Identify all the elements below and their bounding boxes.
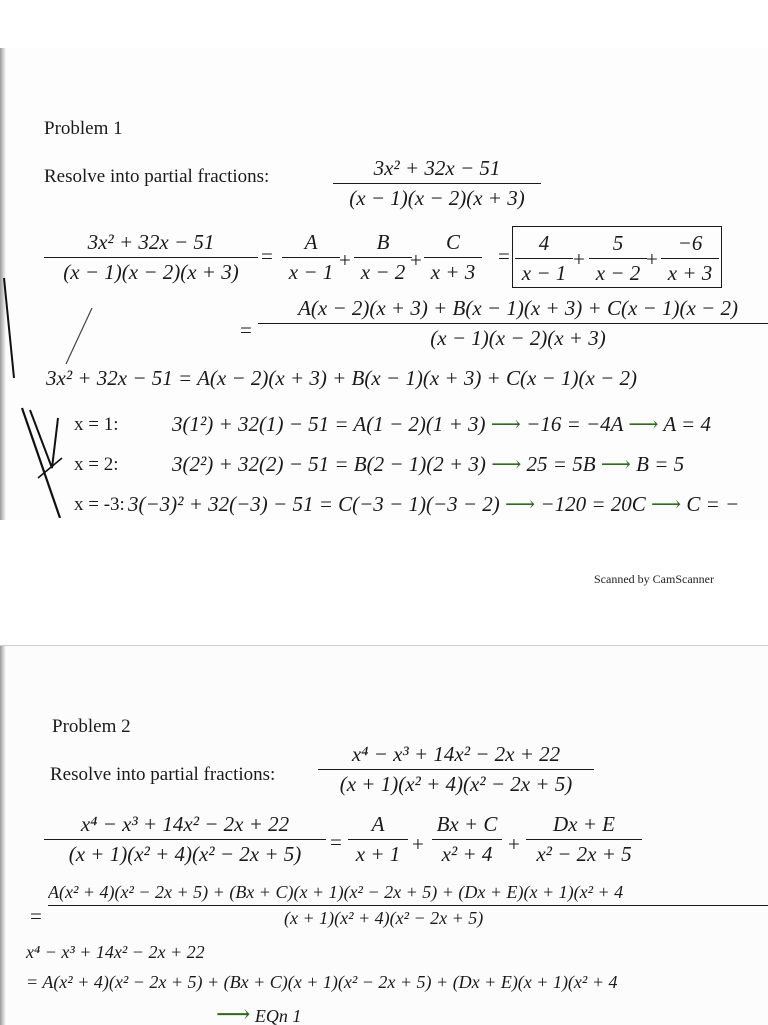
scanned-page-1 bbox=[0, 48, 768, 520]
lhs-numerator: x⁴ − x³ + 14x² − 2x + 22 bbox=[80, 812, 290, 836]
answer-fraction-b bbox=[589, 231, 647, 286]
arrow-icon: ⟶ bbox=[628, 412, 659, 436]
plus-sign: + bbox=[646, 247, 658, 271]
partial-fraction-b bbox=[354, 230, 412, 285]
sub2-result: 25 = 5B bbox=[526, 452, 596, 476]
problem-1-title: Problem 1 bbox=[44, 118, 123, 139]
plus-sign: + bbox=[508, 832, 520, 856]
partial-fraction-c bbox=[424, 230, 482, 285]
ans-a-numerator: 4 bbox=[538, 231, 550, 255]
ans-c-denominator: x + 3 bbox=[661, 258, 719, 286]
equals-sign: = bbox=[498, 244, 510, 268]
pf-b-denominator: x² + 4 bbox=[432, 839, 502, 867]
combined-numerator: A(x − 2)(x + 3) + B(x − 1)(x + 3) + C(x − 1)(x − 2) bbox=[298, 296, 738, 320]
given-denominator: (x + 1)(x² + 4)(x² − 2x + 5) bbox=[318, 769, 594, 797]
given-numerator: 3x² + 32x − 51 bbox=[373, 156, 501, 180]
sub3-expression: 3(−3)² + 32(−3) − 51 = C(−3 − 1)(−3 − 2) bbox=[128, 492, 500, 516]
substitution-2-label: x = 2: bbox=[74, 454, 119, 475]
lhs-denominator: (x − 1)(x − 2)(x + 3) bbox=[44, 257, 258, 285]
given-denominator: (x − 1)(x − 2)(x + 3) bbox=[333, 183, 541, 211]
substitution-1-label: x = 1: bbox=[74, 414, 119, 435]
sub2-value: B = 5 bbox=[636, 452, 685, 476]
sub3-result: −120 = 20C bbox=[540, 492, 646, 516]
combined-numerator: A(x² + 4)(x² − 2x + 5) + (Bx + C)(x + 1)(x² − 2x + 5) + (Dx + E)(x + 1)(x² + 4 bbox=[48, 882, 624, 902]
partial-fraction-a bbox=[348, 812, 408, 867]
sub1-result: −16 = −4A bbox=[526, 412, 624, 436]
lhs-denominator: (x + 1)(x² + 4)(x² − 2x + 5) bbox=[44, 839, 326, 867]
partial-fraction-b bbox=[432, 812, 502, 867]
equals-sign: = bbox=[30, 904, 42, 928]
sub1-expression: 3(1²) + 32(1) − 51 = A(1 − 2)(1 + 3) bbox=[172, 412, 486, 436]
scanner-watermark: Scanned by CamScanner bbox=[594, 572, 714, 586]
pf-b-numerator: B bbox=[376, 230, 390, 254]
scan-edge-shadow bbox=[0, 646, 6, 1025]
plus-sign: + bbox=[573, 247, 585, 271]
sub3-value: C = − bbox=[686, 492, 740, 516]
pf-a-numerator: A bbox=[371, 812, 385, 836]
sub1-value: A = 4 bbox=[663, 412, 711, 436]
pen-tick-marks bbox=[0, 268, 110, 518]
plus-sign: + bbox=[412, 832, 424, 856]
substitution-1 bbox=[172, 412, 711, 437]
scanned-page-2 bbox=[0, 645, 768, 1025]
substitution-3 bbox=[128, 492, 739, 517]
equation-reference bbox=[216, 1000, 301, 1025]
arrow-icon: ⟶ bbox=[491, 452, 522, 476]
substitution-2 bbox=[172, 452, 684, 477]
identity-lhs: x⁴ − x³ + 14x² − 2x + 22 bbox=[26, 942, 205, 962]
ans-c-numerator: −6 bbox=[677, 231, 703, 255]
partial-fraction-a bbox=[282, 230, 340, 285]
identity-equation: 3x² + 32x − 51 = A(x − 2)(x + 3) + B(x − 1)(x + 3) + C(x − 1)(x − 2) bbox=[46, 366, 637, 390]
pf-a-denominator: x − 1 bbox=[282, 257, 340, 285]
equals-sign: = bbox=[261, 244, 273, 268]
answer-box bbox=[512, 226, 722, 288]
pf-a-denominator: x + 1 bbox=[348, 839, 408, 867]
arrow-icon: ⟶ bbox=[216, 1002, 251, 1025]
problem-2-given-fraction bbox=[318, 742, 594, 797]
ans-a-denominator: x − 1 bbox=[515, 258, 573, 286]
given-numerator: x⁴ − x³ + 14x² − 2x + 22 bbox=[351, 742, 561, 766]
pf-c-denominator: x² − 2x + 5 bbox=[526, 839, 642, 867]
substitution-3-label: x = -3: bbox=[74, 494, 125, 515]
arrow-icon: ⟶ bbox=[490, 412, 521, 436]
pf-c-numerator: C bbox=[445, 230, 460, 254]
problem-1-instruction: Resolve into partial fractions: bbox=[44, 166, 270, 187]
partial-fraction-c bbox=[526, 812, 642, 867]
answer-fraction-a bbox=[515, 231, 573, 286]
pf-a-numerator: A bbox=[304, 230, 318, 254]
combined-fraction bbox=[48, 882, 768, 929]
ans-b-numerator: 5 bbox=[612, 231, 624, 255]
arrow-icon: ⟶ bbox=[651, 492, 682, 516]
lhs-numerator: 3x² + 32x − 51 bbox=[87, 230, 215, 254]
pf-c-numerator: Dx + E bbox=[553, 812, 615, 836]
plus-sign: + bbox=[410, 248, 422, 272]
combined-denominator: (x − 1)(x − 2)(x + 3) bbox=[258, 323, 768, 351]
identity-rhs: = A(x² + 4)(x² − 2x + 5) + (Bx + C)(x + 1)(x² − 2x + 5) + (Dx + E)(x + 1)(x² + 4 bbox=[26, 972, 618, 992]
pf-b-numerator: Bx + C bbox=[436, 812, 498, 836]
problem-2-instruction: Resolve into partial fractions: bbox=[50, 764, 276, 785]
equals-sign: = bbox=[240, 318, 252, 342]
arrow-icon: ⟶ bbox=[505, 492, 536, 516]
eqn-label: EQn 1 bbox=[254, 1006, 302, 1025]
problem-2-title: Problem 2 bbox=[52, 716, 131, 737]
pf-c-denominator: x + 3 bbox=[424, 257, 482, 285]
equals-sign: = bbox=[330, 830, 342, 854]
pf-b-denominator: x − 2 bbox=[354, 257, 412, 285]
arrow-icon: ⟶ bbox=[600, 452, 631, 476]
sub2-expression: 3(2²) + 32(2) − 51 = B(2 − 1)(2 + 3) bbox=[172, 452, 486, 476]
combined-denominator: (x + 1)(x² + 4)(x² − 2x + 5) bbox=[48, 905, 768, 929]
problem-1-given-fraction bbox=[333, 156, 541, 211]
combined-fraction bbox=[258, 296, 768, 351]
ans-b-denominator: x − 2 bbox=[589, 258, 647, 286]
answer-fraction-c bbox=[661, 231, 719, 286]
plus-sign: + bbox=[339, 248, 351, 272]
problem-2-lhs-fraction bbox=[44, 812, 326, 867]
